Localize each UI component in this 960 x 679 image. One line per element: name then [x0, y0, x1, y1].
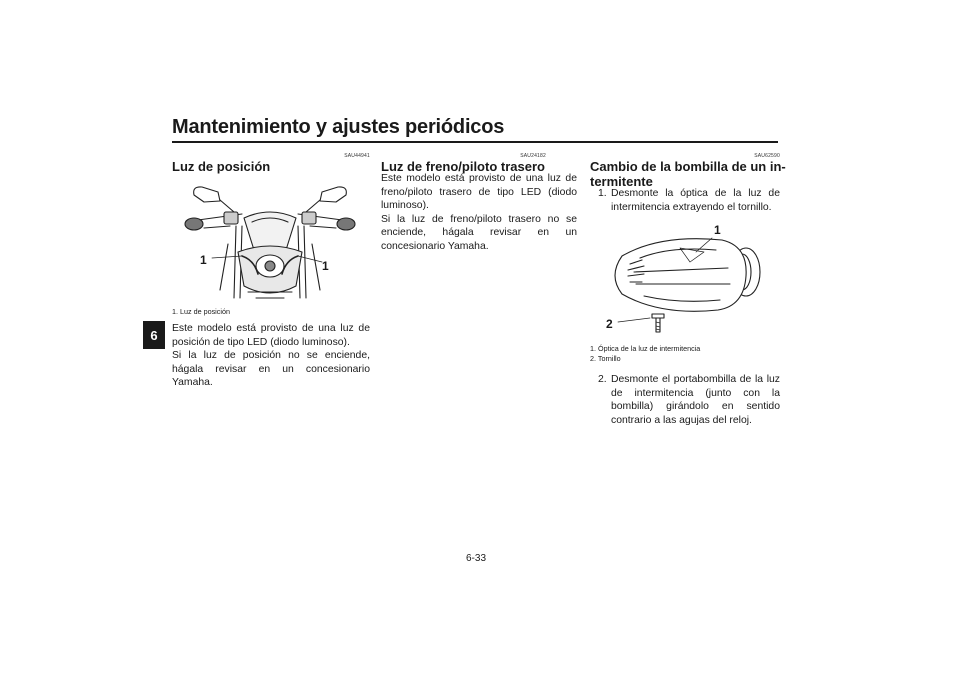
- section-code-brake-light: SAU24182: [520, 153, 546, 159]
- motorcycle-front-illustration: [172, 182, 370, 304]
- heading-line: Cambio de la bombilla de un in-: [590, 159, 786, 174]
- step-number: 1.: [598, 188, 607, 199]
- paragraph: Este modelo está provisto de una luz de freno/piloto trasero de tipo LED (diodo luminoso).: [381, 173, 577, 211]
- callout-1-right: 1: [322, 259, 329, 273]
- heading-line: termitente: [590, 174, 653, 189]
- captions-turn-signal: [590, 344, 700, 364]
- page-title: Mantenimiento y ajustes periódicos: [172, 116, 505, 138]
- paragraph: Si la luz de freno/piloto trasero no se enciende, hágala revisar en un concesionario Yamaha.: [381, 213, 577, 252]
- step-item: [598, 187, 780, 214]
- heading-brake-light: Luz de freno/piloto trasero: [381, 159, 545, 174]
- body-position-light: [172, 322, 370, 390]
- paragraph: Si la luz de posición no se enciende, hágala revisar en un concesionario Yamaha.: [172, 350, 370, 388]
- page-number: 6-33: [466, 553, 487, 564]
- step-item: [598, 373, 780, 427]
- step-text: Desmonte el portabombilla de la luz de intermitencia (junto con la bombilla) girándolo en sentido contrario a las agujas del reloj.: [611, 374, 780, 426]
- section-code-turn-signal: SAU62590: [754, 153, 780, 159]
- step-list-first: [598, 187, 780, 214]
- step-text: Desmonte la óptica de la luz de intermitencia extrayendo el tornillo.: [611, 188, 780, 213]
- callout-1: 1: [714, 223, 721, 237]
- chapter-tab: 6: [143, 321, 165, 349]
- body-brake-light: [381, 172, 577, 253]
- title-rule: [172, 141, 778, 143]
- turn-signal-illustration: [600, 222, 770, 340]
- heading-position-light: Luz de posición: [172, 159, 271, 174]
- paragraph: Este modelo está provisto de una luz de posición de tipo LED (diodo luminoso).: [172, 323, 370, 348]
- callout-1-left: 1: [200, 253, 207, 267]
- caption-lens: 1. Óptica de la luz de intermitencia: [590, 344, 701, 353]
- heading-turn-signal: [590, 159, 786, 189]
- callout-2: 2: [606, 317, 613, 331]
- step-number: 2.: [598, 374, 607, 385]
- step-list-second: [598, 373, 780, 427]
- section-code-position-light: SAU44941: [344, 153, 370, 159]
- caption-position-light: 1. Luz de posición: [172, 307, 230, 316]
- caption-screw: 2. Tornillo: [590, 354, 621, 363]
